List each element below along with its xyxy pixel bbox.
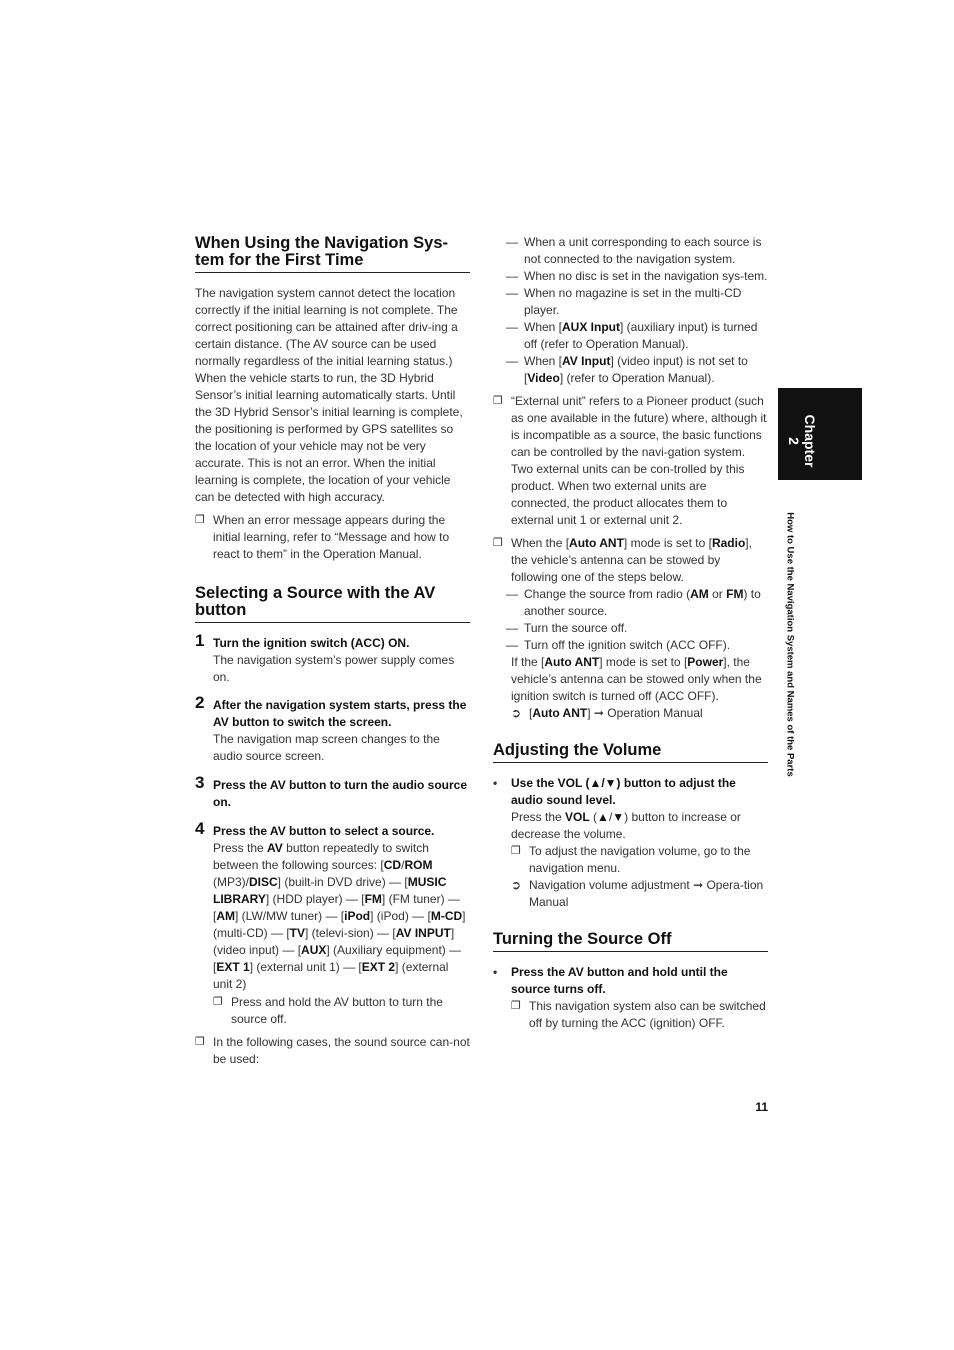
- reference-text: [Auto ANT] ➞ Operation Manual: [529, 706, 703, 720]
- case-text: When [AV Input] (video input) is not set to [Video] (refer to Operation Manual).: [524, 354, 748, 385]
- left-column: [195, 232, 470, 1068]
- paragraph: The navigation system cannot detect the location correctly if the initial learning is not complete. The correct positioning can be attained after driv-ing a certain distance. (The AV source can be used normally regardless of the initial learning status.): [195, 286, 458, 368]
- bullet-mark: •: [493, 776, 498, 790]
- note-box-icon: ❐: [493, 537, 503, 549]
- case-item: [493, 285, 768, 319]
- step: [195, 631, 470, 686]
- bullet-item: [493, 964, 768, 998]
- reference-text: Navigation volume adjustment ➞ Opera-tion Manual: [529, 878, 764, 909]
- step-number: 4: [195, 819, 205, 838]
- antenna-step: [493, 586, 768, 620]
- section-title-select-source: Selecting a Source with the AV button: [195, 585, 470, 623]
- step: [195, 693, 470, 765]
- right-column: [493, 234, 768, 1032]
- bullet-body: Press the VOL (▲/▼) button to increase or decrease the volume.: [511, 810, 741, 841]
- dash-mark: —: [506, 286, 518, 300]
- case-item: [493, 319, 768, 353]
- reference: [493, 705, 768, 722]
- case-text: When no magazine is set in the multi-CD player.: [524, 286, 742, 317]
- dash-mark: —: [506, 320, 518, 334]
- note-text: In the following cases, the sound source can-not be used:: [213, 1035, 470, 1066]
- step-body: The navigation system’s power supply comes on.: [213, 653, 455, 684]
- note-text: When the [Auto ANT] mode is set to [Radio], the vehicle’s antenna can be stowed by following one of the steps below.: [511, 536, 752, 584]
- note: [493, 998, 768, 1032]
- antenna-step-text: Change the source from radio (AM or FM) to another source.: [524, 587, 761, 618]
- section-title-source-off: Turning the Source Off: [493, 931, 768, 952]
- reference-arrow-icon: ➲: [511, 878, 522, 892]
- step-number: 1: [195, 631, 205, 650]
- section-title-volume: Adjusting the Volume: [493, 742, 768, 763]
- case-text: When a unit corresponding to each source is not connected to the navigation system.: [524, 235, 762, 266]
- dash-mark: —: [506, 587, 518, 601]
- note-box-icon: ❐: [213, 996, 223, 1008]
- note: [493, 535, 768, 586]
- step: [195, 773, 470, 811]
- note: [493, 393, 768, 529]
- case-item: [493, 353, 768, 387]
- case-text: When [AUX Input] (auxiliary input) is turned off (refer to Operation Manual).: [524, 320, 758, 351]
- reference-arrow-icon: ➲: [511, 706, 522, 720]
- case-item: [493, 268, 768, 285]
- bullet-title: Press the AV button and hold until the source turns off.: [511, 965, 728, 996]
- reference: [493, 877, 768, 911]
- step-title: Turn the ignition switch (ACC) ON.: [213, 636, 410, 650]
- section-title-first-time: When Using the Navigation Sys-tem for the First Time: [195, 235, 470, 273]
- paragraph: If the [Auto ANT] mode is set to [Power], the vehicle’s antenna can be stowed only when the ignition switch is turned off (ACC OFF).: [511, 655, 762, 703]
- note: [195, 1034, 470, 1068]
- bullet-title: Use the VOL (▲/▼) button to adjust the audio sound level.: [511, 776, 736, 807]
- note-text: Press and hold the AV button to turn the source off.: [231, 995, 443, 1026]
- case-item: [493, 234, 768, 268]
- step-title: Press the AV button to turn the audio source on.: [213, 778, 468, 809]
- page-number: 11: [755, 1100, 768, 1114]
- note-text: To adjust the navigation volume, go to the navigation menu.: [529, 844, 751, 875]
- antenna-step-text: Turn the source off.: [524, 621, 628, 635]
- step-number: 3: [195, 773, 205, 792]
- case-text: When no disc is set in the navigation sys-tem.: [524, 269, 768, 283]
- bullet-item: [493, 775, 768, 843]
- note: [493, 843, 768, 877]
- dash-mark: —: [506, 354, 518, 368]
- step: [195, 819, 470, 1028]
- paragraph: When the vehicle starts to run, the 3D Hybrid Sensor’s initial learning automatically starts. Until the 3D Hybrid Sensor’s initial learning is complete, the positioning is performed by GPS satellites so the location of your vehicle may not be very accurate. This is not an error. When the initial learning is complete, the location of your vehicle can be detected with high accuracy.: [195, 371, 463, 504]
- note-box-icon: ❐: [493, 395, 503, 407]
- note-box-icon: ❐: [195, 514, 205, 526]
- dash-mark: —: [506, 235, 518, 249]
- note: [195, 512, 470, 563]
- bullet-mark: •: [493, 965, 498, 979]
- step-body: Press the AV button repeatedly to switch between the following sources: [CD/ROM (MP3)/DISC] (built-in DVD drive) — [MUSIC LIBRARY] (HDD player) — [FM] (FM tuner) — [AM] (LW/MW tuner) — [iPod] (iPod) — [M-CD] (multi-CD) — [TV] (televi-sion) — [AV INPUT] (video input) — [AUX] (Auxiliary equipment) — [EXT 1] (external unit 1) — [EXT 2] (external unit 2): [213, 841, 466, 991]
- antenna-step: [493, 637, 768, 654]
- note-text: When an error message appears during the initial learning, refer to “Message and how to react to them” in the Operation Manual.: [213, 513, 450, 561]
- note-box-icon: ❐: [511, 845, 521, 857]
- note-box-icon: ❐: [511, 1000, 521, 1012]
- dash-mark: —: [506, 638, 518, 652]
- dash-mark: —: [506, 269, 518, 283]
- step-body: The navigation map screen changes to the audio source screen.: [213, 732, 440, 763]
- note-text: “External unit” refers to a Pioneer product (such as one available in the future) where, although it is incompatible as a source, the basic functions can be controlled by the navi-gation system. Two external units can be con-trolled by this product. When two external units are connected, the product allocates them to external unit 1 or external unit 2.: [511, 394, 767, 527]
- antenna-step-text: Turn off the ignition switch (ACC OFF).: [524, 638, 731, 652]
- chapter-label: Chapter 2: [786, 414, 818, 468]
- note: [213, 994, 470, 1028]
- antenna-step: [493, 620, 768, 637]
- note-text: This navigation system also can be switched off by turning the ACC (ignition) OFF.: [529, 999, 766, 1030]
- step-title: Press the AV button to select a source.: [213, 824, 435, 838]
- step-number: 2: [195, 693, 205, 712]
- note-box-icon: ❐: [195, 1036, 205, 1048]
- step-title: After the navigation system starts, press the AV button to switch the screen.: [213, 698, 467, 729]
- side-title: How to Use the Navigation System and Names of the Parts: [784, 512, 796, 777]
- dash-mark: —: [506, 621, 518, 635]
